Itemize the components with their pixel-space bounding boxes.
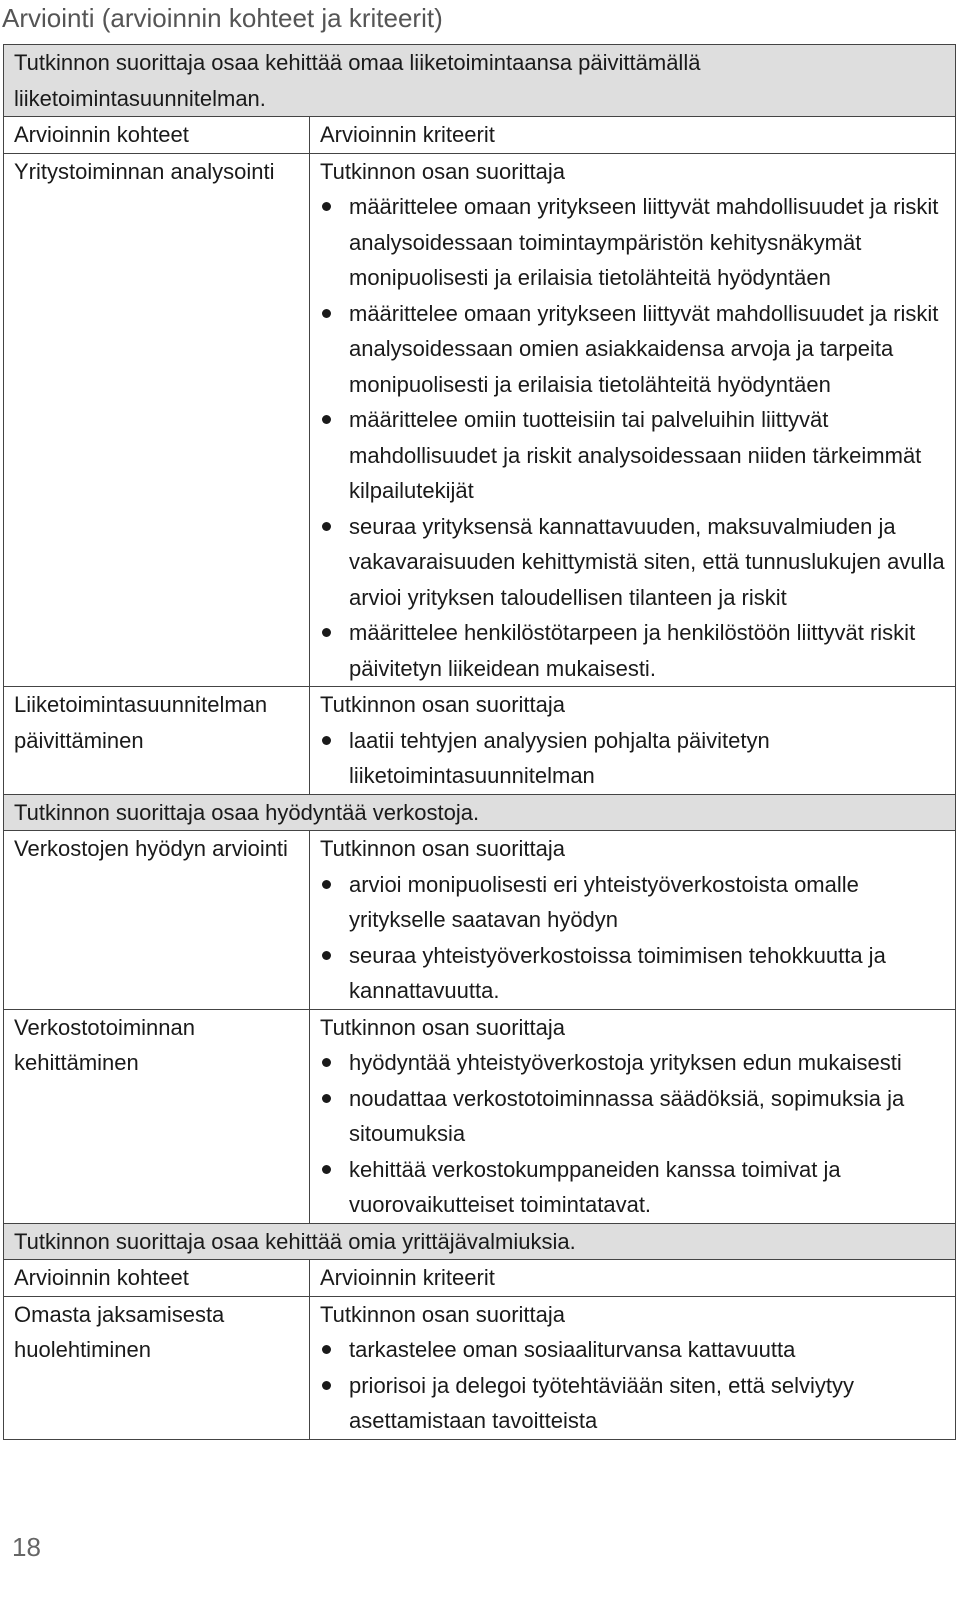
section-heading: Tutkinnon suorittaja osaa kehittää omaa liiketoimintaansa päivittämällä liiketoimintasuunnitelman. [4,45,956,117]
assessment-target: Omasta jaksamisesta huolehtiminen [4,1296,310,1439]
criteria-item: määrittelee omaan yritykseen liittyvät mahdollisuudet ja riskit analysoidessaan omien asiakkaidensa arvoja ja tarpeita monipuolisesti ja erilaisia tietolähteitä hyödyntäen [320,296,945,403]
section-heading: Tutkinnon suorittaja osaa kehittää omia yrittäjävalmiuksia. [4,1223,956,1260]
criteria-row [4,1296,956,1439]
criteria-list [320,189,945,686]
assessment-target: Yritystoiminnan analysointi [4,153,310,687]
criteria-row [4,831,956,1010]
criteria-list [320,867,945,1009]
criteria-item: noudattaa verkostotoiminnassa säädöksiä, sopimuksia ja sitoumuksia [320,1081,945,1152]
assessment-criteria [310,153,956,687]
criteria-item: määrittelee omiin tuotteisiin tai palveluihin liittyvät mahdollisuudet ja riskit analysoidessaan niiden tärkeimmät kilpailutekijät [320,402,945,509]
assessment-criteria [310,1296,956,1439]
section-heading-row [4,45,956,117]
column-header-criteria: Arvioinnin kriteerit [310,117,956,154]
criteria-item: määrittelee henkilöstötarpeen ja henkilöstöön liittyvät riskit päivitetyn liikeidean mukaisesti. [320,615,945,686]
criteria-item: seuraa yhteistyöverkostoissa toimimisen tehokkuutta ja kannattavuutta. [320,938,945,1009]
column-header-row [4,117,956,154]
column-header-criteria: Arvioinnin kriteerit [310,1260,956,1297]
criteria-item: hyödyntää yhteistyöverkostoja yrityksen edun mukaisesti [320,1045,945,1081]
page-title: Arviointi (arvioinnin kohteet ja kriteerit) [2,3,443,33]
assessment-target: Verkostotoiminnan kehittäminen [4,1009,310,1223]
section-heading-row [4,1223,956,1260]
criteria-row [4,153,956,687]
criteria-item: määrittelee omaan yritykseen liittyvät mahdollisuudet ja riskit analysoidessaan toimintaympäristön kehitysnäkymät monipuolisesti ja erilaisia tietolähteitä hyödyntäen [320,189,945,296]
criteria-row [4,687,956,795]
criteria-list [320,1045,945,1223]
page-number: 18 [12,1532,41,1562]
criteria-intro: Tutkinnon osan suorittaja [320,158,565,184]
criteria-intro: Tutkinnon osan suorittaja [320,836,565,861]
section-heading-row [4,794,956,831]
criteria-item: laatii tehtyjen analyysien pohjalta päivitetyn liiketoimintasuunnitelman [320,723,945,794]
section-heading: Tutkinnon suorittaja osaa hyödyntää verkostoja. [4,794,956,831]
assessment-criteria [310,831,956,1010]
criteria-list [320,723,945,794]
criteria-list [320,1332,945,1439]
column-header-targets: Arvioinnin kohteet [4,117,310,154]
assessment-target: Liiketoimintasuunnitelman päivittäminen [4,687,310,795]
column-header-row [4,1260,956,1297]
criteria-intro: Tutkinnon osan suorittaja [320,1014,565,1040]
assessment-criteria [310,687,956,795]
criteria-item: priorisoi ja delegoi työtehtäviään siten, että selviytyy asettamistaan tavoitteista [320,1368,945,1439]
assessment-table [3,44,956,1440]
criteria-item: seuraa yrityksensä kannattavuuden, maksuvalmiuden ja vakavaraisuuden kehittymistä siten, että tunnuslukujen avulla arvioi yrityksen taloudellisen tilanteen ja riskit [320,509,945,616]
assessment-target: Verkostojen hyödyn arviointi [4,831,310,1010]
criteria-item: kehittää verkostokumppaneiden kanssa toimivat ja vuorovaikutteiset toimintatavat. [320,1152,945,1223]
assessment-criteria [310,1009,956,1223]
column-header-targets: Arvioinnin kohteet [4,1260,310,1297]
criteria-item: tarkastelee oman sosiaaliturvansa kattavuutta [320,1332,945,1368]
criteria-item: arvioi monipuolisesti eri yhteistyöverkostoista omalle yritykselle saatavan hyödyn [320,867,945,938]
criteria-intro: Tutkinnon osan suorittaja [320,692,565,717]
criteria-row [4,1009,956,1223]
criteria-intro: Tutkinnon osan suorittaja [320,1301,565,1327]
